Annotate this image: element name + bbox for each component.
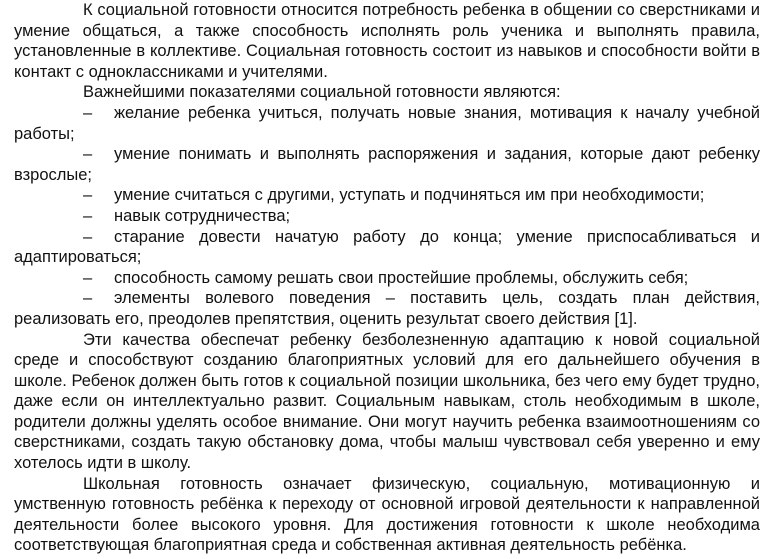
paragraph-social-readiness: К социальной готовности относится потребность ребенка в общении со сверстниками и умение общаться, а также способность исполнять роль ученика и выполнять правила, установленные в коллективе. Социальная готовность состоит из навыков и способности войти в контакт с одноклассниками и учителями. <box>14 1 760 81</box>
list-intro: Важнейшими показателями социальной готовности являются: <box>83 83 561 102</box>
dash-marker: – <box>83 103 93 122</box>
list-item-text: желание ребенка учиться, получать новые знания, мотивация к началу учебной работы; <box>14 103 760 143</box>
list-item-text: навык сотрудничества; <box>114 206 291 225</box>
dash-marker: – <box>83 145 93 164</box>
list-item-text: способность самому решать свои простейшие проблемы, обслужить себя; <box>114 268 689 287</box>
list-item-text: старание довести начатую работу до конца; умение приспосабливаться и адаптироваться; <box>14 227 760 267</box>
list-item-text: умение понимать и выполнять распоряжения и задания, которые дают ребенку взрослые; <box>14 145 760 184</box>
list-item <box>14 268 760 289</box>
dash-marker: – <box>83 268 93 287</box>
list-item <box>14 144 760 185</box>
paragraph-school-readiness: Школьная готовность означает физическую, социальную, мотивационную и умственную готовность ребёнка к переходу от основной игровой деятельности к направленной деятельности более высокого уровня. Для достижения готовности к школе необходима соответствующая благоприятная среда и собственная активная деятельность ребёнка. <box>14 474 760 555</box>
list-item-text: умение считаться с другими, уступать и подчиняться им при необходимости; <box>114 186 705 205</box>
list-item <box>14 288 760 329</box>
dash-marker: – <box>83 186 93 205</box>
list-item <box>14 103 760 144</box>
list-item <box>14 185 760 206</box>
dash-marker: – <box>83 289 93 308</box>
dash-marker: – <box>83 227 93 246</box>
dash-marker: – <box>83 206 93 225</box>
document-page <box>14 0 760 559</box>
list-item <box>14 206 760 227</box>
list-item-text: элементы волевого поведения – поставить цель, создать план действия, реализовать его, преодолев препятствия, оценить результат своего действия [1]. <box>14 289 760 328</box>
paragraph-adaptation: Эти качества обеспечат ребенку безболезненную адаптацию к новой социальной среде и способствуют созданию благоприятных условий для его дальнейшего обучения в школе. Ребенок должен быть готов к социальной позиции школьника, без чего ему будет трудно, даже если он интеллектуально развит. Социальным навыкам, столь необходимым в школе, родители должны уделять особое внимание. Они могут научить ребенка взаимоотношениям со сверстниками, создать такую обстановку дома, чтобы малыш чувствовал себя уверенно и ему хотелось идти в школу. <box>14 330 760 473</box>
list-item <box>14 227 760 268</box>
